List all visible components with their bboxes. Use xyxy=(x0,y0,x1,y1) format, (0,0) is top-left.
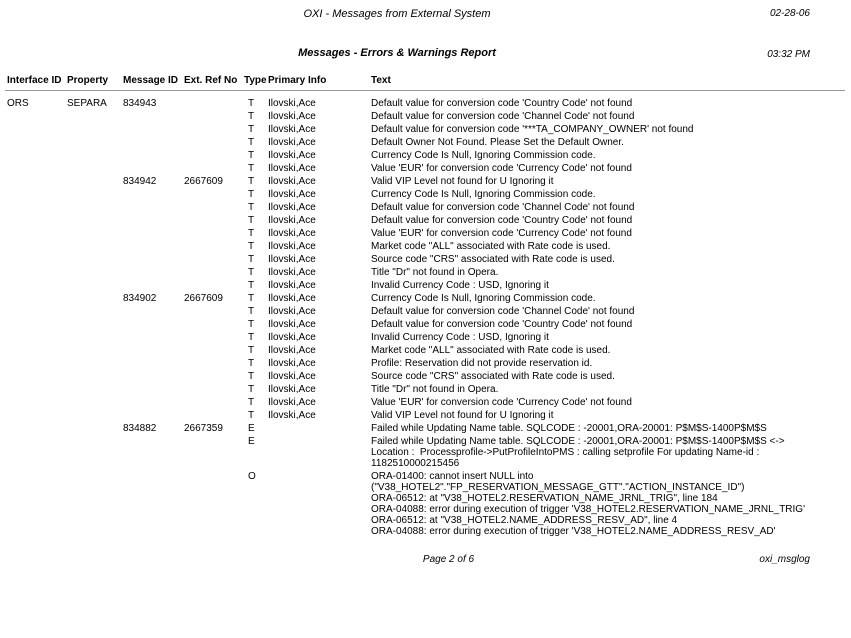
cell-primary-info: Ilovski,Ace xyxy=(268,384,316,395)
cell-type: T xyxy=(248,189,255,200)
header-divider xyxy=(5,90,845,91)
cell-type: T xyxy=(248,176,255,187)
table-row xyxy=(0,436,851,469)
cell-primary-info: Ilovski,Ace xyxy=(268,306,316,317)
text-line: Currency Code Is Null, Ignoring Commission code. xyxy=(371,189,596,200)
cell-type: T xyxy=(248,137,255,148)
text-line: ORA-01400: cannot insert NULL into xyxy=(371,471,534,482)
table-row xyxy=(0,254,851,265)
column-header-primary-info: Primary Info xyxy=(268,75,327,86)
cell-text xyxy=(371,436,851,469)
cell-text xyxy=(371,423,851,434)
text-line: ORA-04088: error during execution of trigger 'V38_HOTEL2.NAME_ADDRESS_RESV_AD' xyxy=(371,526,776,537)
cell-primary-info: Ilovski,Ace xyxy=(268,163,316,174)
cell-type: T xyxy=(248,150,255,161)
cell-text xyxy=(371,202,851,213)
table-header-row xyxy=(0,75,851,86)
cell-text xyxy=(371,293,851,304)
cell-primary-info: Ilovski,Ace xyxy=(268,111,316,122)
cell-text xyxy=(371,371,851,382)
report-ref-name: oxi_msglog xyxy=(759,554,810,565)
cell-text xyxy=(371,215,851,226)
text-line: Title "Dr" not found in Opera. xyxy=(371,267,499,278)
table-row xyxy=(0,423,851,434)
table-row xyxy=(0,280,851,291)
text-line: 1182510000215456 xyxy=(371,458,460,469)
cell-primary-info: Ilovski,Ace xyxy=(268,215,316,226)
text-line: Location : Processprofile->PutProfileIntoPMS : calling setprofile For updating Name-id : xyxy=(371,447,760,458)
cell-primary-info: Ilovski,Ace xyxy=(268,228,316,239)
text-line: Currency Code Is Null, Ignoring Commission code. xyxy=(371,293,596,304)
cell-type: T xyxy=(248,293,255,304)
cell-type: T xyxy=(248,410,255,421)
column-header-interface-id: Interface ID xyxy=(7,75,62,86)
text-line: ORA-06512: at "V38_HOTEL2.NAME_ADDRESS_RESV_AD", line 4 xyxy=(371,515,678,526)
cell-primary-info: Ilovski,Ace xyxy=(268,202,316,213)
cell-text xyxy=(371,137,851,148)
text-line: Source code "CRS" associated with Rate code is used. xyxy=(371,371,615,382)
table-row xyxy=(0,345,851,356)
cell-type: O xyxy=(248,471,256,482)
cell-text xyxy=(371,306,851,317)
table-row xyxy=(0,306,851,317)
cell-text xyxy=(371,124,851,135)
cell-type: E xyxy=(248,436,255,447)
cell-text xyxy=(371,189,851,200)
cell-primary-info: Ilovski,Ace xyxy=(268,98,316,109)
text-line: Market code "ALL" associated with Rate code is used. xyxy=(371,241,611,252)
cell-type: T xyxy=(248,111,255,122)
table-row xyxy=(0,267,851,278)
table-row xyxy=(0,471,851,537)
cell-text xyxy=(371,345,851,356)
text-line: Title "Dr" not found in Opera. xyxy=(371,384,499,395)
text-line: Invalid Currency Code : USD, Ignoring it xyxy=(371,332,549,343)
column-header-type: Type xyxy=(244,75,267,86)
column-header-message-id: Message ID xyxy=(123,75,179,86)
cell-text xyxy=(371,111,851,122)
text-line: Default Owner Not Found. Please Set the Default Owner. xyxy=(371,137,624,148)
table-row xyxy=(0,228,851,239)
cell-interface-id: ORS xyxy=(7,98,29,109)
table-row xyxy=(0,150,851,161)
cell-primary-info: Ilovski,Ace xyxy=(268,280,316,291)
cell-type: T xyxy=(248,397,255,408)
table-row xyxy=(0,189,851,200)
cell-text xyxy=(371,384,851,395)
text-line: Default value for conversion code 'Channel Code' not found xyxy=(371,306,635,317)
cell-text xyxy=(371,241,851,252)
cell-type: T xyxy=(248,267,255,278)
cell-type: T xyxy=(248,306,255,317)
cell-text xyxy=(371,397,851,408)
table-row xyxy=(0,176,851,187)
text-line: Default value for conversion code 'Channel Code' not found xyxy=(371,111,635,122)
cell-text xyxy=(371,319,851,330)
cell-type: T xyxy=(248,280,255,291)
cell-type: T xyxy=(248,254,255,265)
table-body xyxy=(0,98,851,539)
table-row xyxy=(0,384,851,395)
report-date: 02-28-06 xyxy=(769,8,810,19)
cell-type: T xyxy=(248,241,255,252)
text-line: Currency Code Is Null, Ignoring Commission code. xyxy=(371,150,596,161)
text-line: Value 'EUR' for conversion code 'Currency Code' not found xyxy=(371,397,632,408)
text-line: Profile: Reservation did not provide reservation id. xyxy=(371,358,593,369)
cell-type: T xyxy=(248,163,255,174)
cell-primary-info: Ilovski,Ace xyxy=(268,254,316,265)
cell-text xyxy=(371,163,851,174)
cell-primary-info: Ilovski,Ace xyxy=(268,397,316,408)
cell-text xyxy=(371,332,851,343)
page-number: Page 2 of 6 xyxy=(422,554,475,565)
text-line: Default value for conversion code '***TA_COMPANY_OWNER' not found xyxy=(371,124,694,135)
column-header-property: Property xyxy=(67,75,109,86)
cell-type: T xyxy=(248,371,255,382)
report-time: 03:32 PM xyxy=(767,49,810,60)
report-title: OXI - Messages from External System xyxy=(303,8,491,20)
cell-type: T xyxy=(248,202,255,213)
cell-primary-info: Ilovski,Ace xyxy=(268,124,316,135)
cell-primary-info: Ilovski,Ace xyxy=(268,176,316,187)
cell-type: T xyxy=(248,345,255,356)
cell-text xyxy=(371,471,851,537)
table-row xyxy=(0,137,851,148)
cell-primary-info: Ilovski,Ace xyxy=(268,293,316,304)
cell-text xyxy=(371,358,851,369)
cell-message-id: 834882 xyxy=(123,423,157,434)
table-row xyxy=(0,319,851,330)
table-row xyxy=(0,371,851,382)
cell-primary-info: Ilovski,Ace xyxy=(268,241,316,252)
table-row xyxy=(0,332,851,343)
cell-message-id: 834943 xyxy=(123,98,157,109)
text-line: ORA-06512: at "V38_HOTEL2.RESERVATION_NAME_JRNL_TRIG", line 184 xyxy=(371,493,718,504)
table-row xyxy=(0,358,851,369)
column-header-ext-ref-no: Ext. Ref No xyxy=(184,75,238,86)
cell-text xyxy=(371,98,851,109)
cell-primary-info: Ilovski,Ace xyxy=(268,189,316,200)
cell-type: T xyxy=(248,98,255,109)
text-line: ("V38_HOTEL2"."FP_RESERVATION_MESSAGE_GTT"."ACTION_INSTANCE_ID") xyxy=(371,482,745,493)
cell-primary-info: Ilovski,Ace xyxy=(268,137,316,148)
text-line: Value 'EUR' for conversion code 'Currency Code' not found xyxy=(371,228,632,239)
cell-ext-ref-no: 2667609 xyxy=(184,176,223,187)
cell-message-id: 834942 xyxy=(123,176,157,187)
text-line: Value 'EUR' for conversion code 'Currency Code' not found xyxy=(371,163,632,174)
cell-text xyxy=(371,410,851,421)
cell-message-id: 834902 xyxy=(123,293,157,304)
text-line: Source code "CRS" associated with Rate code is used. xyxy=(371,254,615,265)
table-row xyxy=(0,124,851,135)
cell-text xyxy=(371,150,851,161)
cell-primary-info: Ilovski,Ace xyxy=(268,345,316,356)
cell-text xyxy=(371,254,851,265)
cell-ext-ref-no: 2667609 xyxy=(184,293,223,304)
table-row xyxy=(0,111,851,122)
cell-text xyxy=(371,280,851,291)
table-row xyxy=(0,241,851,252)
cell-primary-info: Ilovski,Ace xyxy=(268,332,316,343)
text-line: Default value for conversion code 'Country Code' not found xyxy=(371,319,633,330)
text-line: Default value for conversion code 'Country Code' not found xyxy=(371,98,633,109)
table-row xyxy=(0,215,851,226)
cell-primary-info: Ilovski,Ace xyxy=(268,267,316,278)
cell-type: T xyxy=(248,319,255,330)
table-row xyxy=(0,397,851,408)
cell-type: E xyxy=(248,423,255,434)
cell-text xyxy=(371,176,851,187)
cell-type: T xyxy=(248,384,255,395)
text-line: Market code "ALL" associated with Rate code is used. xyxy=(371,345,611,356)
table-row xyxy=(0,293,851,304)
table-row xyxy=(0,163,851,174)
text-line: Invalid Currency Code : USD, Ignoring it xyxy=(371,280,549,291)
cell-property: SEPARA xyxy=(67,98,107,109)
cell-primary-info: Ilovski,Ace xyxy=(268,410,316,421)
cell-ext-ref-no: 2667359 xyxy=(184,423,223,434)
text-line: Failed while Updating Name table. SQLCODE : -20001,ORA-20001: P$M$S-1400P$M$S xyxy=(371,423,767,434)
column-header-text: Text xyxy=(371,75,391,86)
cell-primary-info: Ilovski,Ace xyxy=(268,358,316,369)
cell-primary-info: Ilovski,Ace xyxy=(268,319,316,330)
text-line: ORA-04088: error during execution of trigger 'V38_HOTEL2.RESERVATION_NAME_JRNL_TRIG' xyxy=(371,504,805,515)
table-row xyxy=(0,410,851,421)
table-row xyxy=(0,98,851,109)
cell-type: T xyxy=(248,228,255,239)
text-line: Default value for conversion code 'Channel Code' not found xyxy=(371,202,635,213)
text-line: Valid VIP Level not found for U Ignoring it xyxy=(371,410,554,421)
cell-type: T xyxy=(248,124,255,135)
cell-primary-info: Ilovski,Ace xyxy=(268,371,316,382)
cell-primary-info: Ilovski,Ace xyxy=(268,150,316,161)
cell-text xyxy=(371,267,851,278)
text-line: Default value for conversion code 'Country Code' not found xyxy=(371,215,633,226)
text-line: Failed while Updating Name table. SQLCODE : -20001,ORA-20001: P$M$S-1400P$M$S <-> xyxy=(371,436,785,447)
report-subtitle: Messages - Errors & Warnings Report xyxy=(298,47,496,59)
cell-type: T xyxy=(248,332,255,343)
table-row xyxy=(0,202,851,213)
cell-text xyxy=(371,228,851,239)
cell-type: T xyxy=(248,358,255,369)
cell-type: T xyxy=(248,215,255,226)
text-line: Valid VIP Level not found for U Ignoring it xyxy=(371,176,554,187)
